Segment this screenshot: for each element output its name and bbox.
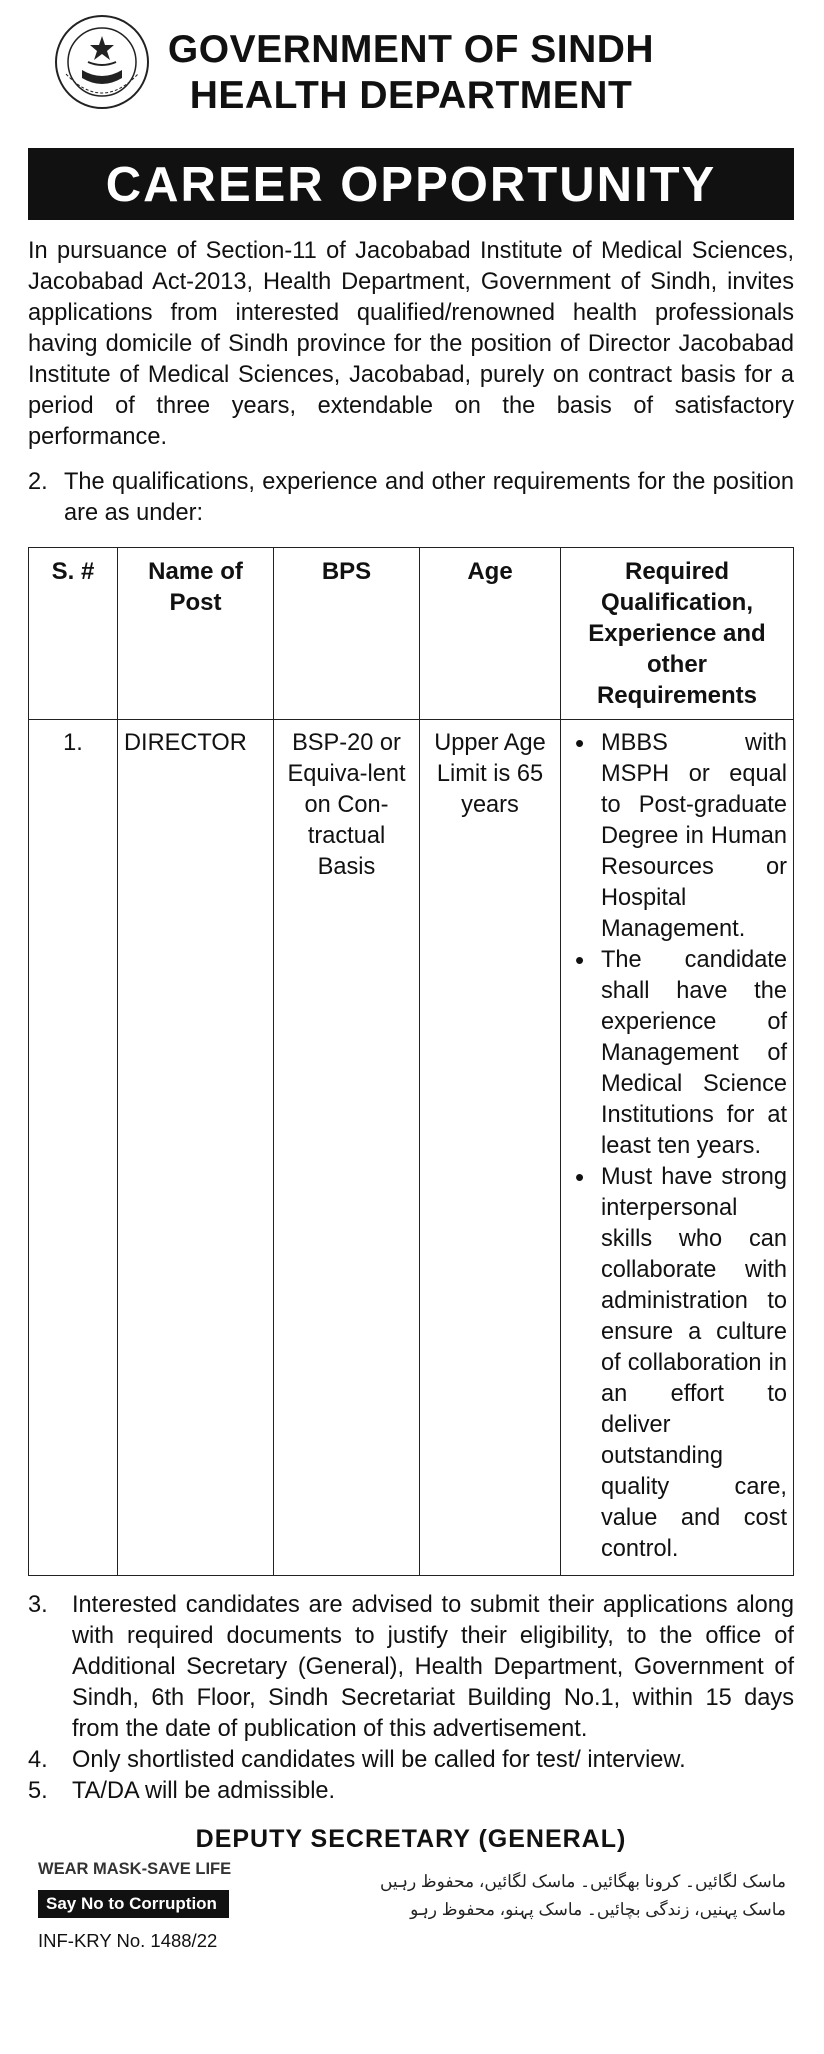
paragraph-text: The qualifications, experience and other requirements for the position are as under:	[64, 469, 794, 526]
requirements-list	[567, 728, 787, 1565]
urdu-slogan-line: ماسک پہنیں، زندگی بچائیں۔ ماسک پہنو، محفوظ رہو	[410, 1900, 786, 1919]
org-title-line1: GOVERNMENT OF SINDH	[167, 28, 655, 71]
header-serial: S. #	[29, 548, 118, 720]
requirement-item: • MBBS with MSPH or equal to Post-graduate Degree in Human Resources or Hospital Management.	[567, 728, 787, 945]
cell-serial: 1.	[29, 720, 118, 1576]
point-text: Only shortlisted candidates will be called for test/ interview.	[72, 1747, 686, 1773]
wear-mask-slogan: WEAR MASK-SAVE LIFE	[38, 1860, 232, 1878]
header-age: Age	[420, 548, 561, 720]
point-number: 4.	[28, 1747, 48, 1773]
corruption-slogan: Say No to Corruption	[38, 1890, 229, 1918]
urdu-slogan-line: ماسک لگائیں۔ کرونا بھگائیں۔ ماسک لگائیں، محفوظ رہیں	[379, 1872, 786, 1891]
table-header-row	[29, 548, 794, 720]
header	[8, 8, 814, 140]
footer	[28, 1858, 794, 1978]
point-number: 3.	[28, 1592, 48, 1618]
cell-age: Upper Age Limit is 65 years	[420, 720, 561, 1576]
header-post-name: Name of Post	[118, 548, 274, 720]
point-text: TA/DA will be admissible.	[72, 1778, 336, 1804]
list-item	[28, 1776, 794, 1807]
requirements-table	[28, 547, 794, 1576]
reference-number: INF-KRY No. 1488/22	[38, 1930, 218, 1951]
header-bps: BPS	[274, 548, 420, 720]
list-item	[28, 1590, 794, 1745]
cell-post-name: DIRECTOR	[118, 720, 274, 1576]
list-item	[28, 1745, 794, 1776]
career-banner: CAREER OPPORTUNITY	[28, 148, 794, 220]
header-requirements: Required Qualification, Experience and other Requirements	[561, 548, 794, 720]
requirement-item: • Must have strong interpersonal skills who can collaborate with administration to ensure a culture of collaboration in an effort to deliver outstanding quality care, value and cost control.	[567, 1162, 787, 1565]
cell-bps: BSP-20 or Equiva-lent on Con-tractual Basis	[274, 720, 420, 1576]
point-text: Interested candidates are advised to submit their applications along with required documents to justify their eligibility, to the office of Additional Secretary (General), Health Department, Government of Sindh, 6th Floor, Sindh Secretariat Building No.1, within 15 days from the date of publication of this advertisement.	[72, 1592, 794, 1742]
qualifications-paragraph	[28, 467, 794, 529]
table-row	[29, 720, 794, 1576]
paragraph-number: 2.	[28, 469, 48, 495]
cell-requirements	[561, 720, 794, 1576]
point-number: 5.	[28, 1778, 48, 1804]
additional-points	[28, 1590, 794, 1807]
urdu-slogans	[380, 1868, 786, 1924]
requirement-item: • The candidate shall have the experience of Management of Medical Science Institutions for at least ten years.	[567, 945, 787, 1162]
org-title-line2: HEALTH DEPARTMENT	[189, 74, 633, 117]
signatory: DEPUTY SECRETARY (GENERAL)	[195, 1825, 627, 1853]
advertisement-page	[8, 8, 814, 1978]
intro-paragraph: In pursuance of Section-11 of Jacobabad Institute of Medical Sciences, Jacobabad Act-2013, Health Department, Government of Sindh, invites applications from interested qualified/renowned health professionals having domicile of Sindh province for the position of Director Jacobabad Institute of Medical Sciences, Jacobabad, purely on contract basis for a period of three years, extendable on the basis of satisfactory performance.	[28, 238, 794, 450]
